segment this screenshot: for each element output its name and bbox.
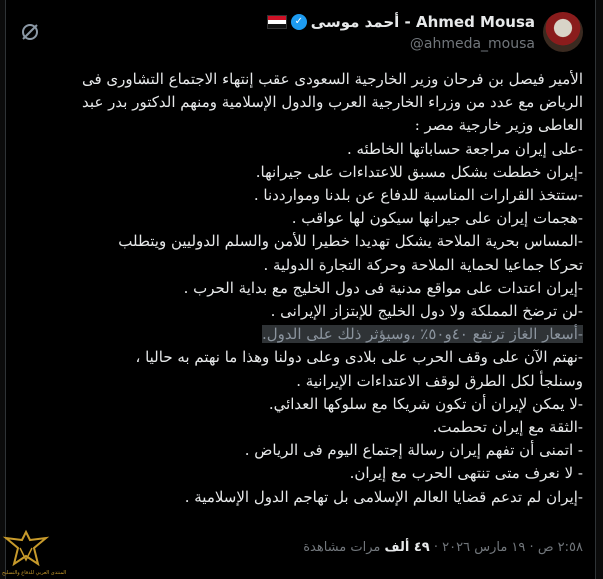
- egypt-flag-icon: [267, 15, 287, 29]
- post-line: -نهتم الآن على وقف الحرب على بلادى وعلى دولنا وهذا ما نهتم به حاليا ،: [135, 348, 583, 367]
- author-name-row[interactable]: [267, 13, 535, 31]
- post-line-highlighted: [18, 323, 583, 346]
- post-line: - لا نعرف متى تنتهى الحرب مع إيران.: [349, 464, 583, 483]
- post-text: [18, 68, 583, 509]
- post-line: -هجمات إيران على جيرانها سيكون لها عواقب .: [291, 209, 583, 228]
- views-label: مرات مشاهدة: [303, 540, 381, 555]
- post-line: الرياض مع عدد من وزراء الخارجية العرب والدول الإسلامية ومنهم الدكتور بدر عبد: [82, 93, 583, 112]
- post-line: -ستتخذ القرارات المناسبة للدفاع عن بلدنا وموارددنا .: [253, 186, 583, 205]
- verified-badge-icon: ✓: [291, 14, 307, 30]
- post-meta: [303, 540, 583, 555]
- post-time[interactable]: ٢:٥٨ ص: [537, 540, 583, 555]
- post-line: -الثقة مع إيران تحطمت.: [432, 418, 583, 437]
- grok-icon[interactable]: [20, 22, 40, 42]
- post-card: [5, 0, 596, 579]
- post-line: وسنلجأ لكل الطرق لوقف الاعتداءات الإيرانية .: [296, 371, 583, 390]
- post-date[interactable]: ١٩ مارس ٢٠٢٦: [442, 540, 526, 555]
- post-line: -إيران خططت بشكل مسبق للاعتداءات على جيرانها.: [255, 162, 583, 181]
- author-name[interactable]: أحمد موسى - Ahmed Mousa: [310, 13, 535, 31]
- post-line: - اتمنى أن تفهم إيران رسالة إجتماع اليوم فى الرياض .: [244, 441, 583, 460]
- post-line: الأمير فيصل بن فرحان وزير الخارجية السعودى عقب إنتهاء الاجتماع التشاورى فى: [81, 70, 583, 88]
- post-line: -إيران اعتدات على مواقع مدنية فى دول الخليج مع بداية الحرب .: [183, 278, 583, 297]
- post-line: -لن ترضخ المملكة ولا دول الخليج للإبتزاز الإيرانى .: [270, 302, 583, 321]
- avatar[interactable]: [543, 12, 583, 52]
- post-line: -لا يمكن لإيران أن تكون شريكا مع سلوكها العدائي.: [268, 394, 583, 413]
- post-header: [6, 8, 595, 58]
- selected-text[interactable]: -أسعار الغاز ترتفع ٤٠و٥٠٪ ،وسيؤثر ذلك على الدول.: [262, 325, 583, 344]
- post-line: -المساس بحرية الملاحة يشكل تهديدا خطيرا للأمن والسلم الدوليين ويتطلب: [118, 232, 583, 251]
- post-line: -على إيران مراجعة حساباتها الخاطئه .: [346, 139, 583, 158]
- meta-separator: ·: [433, 540, 438, 555]
- post-line: -إيران لم تدعم قضايا العالم الإسلامى بل تهاجم الدول الإسلامية .: [184, 487, 583, 506]
- watermark-text: المنتدى العربي للدفاع والتسليح: [2, 570, 67, 576]
- author-handle[interactable]: @ahmeda_mousa: [409, 36, 535, 52]
- meta-separator: ·: [529, 540, 534, 555]
- post-line: تحركا جماعيا لحماية الملاحة وحركة التجارة الدولية .: [263, 255, 583, 274]
- views-count: ٤٩ ألف: [384, 540, 430, 555]
- post-line: العاطى وزير خارجية مصر :: [414, 116, 583, 135]
